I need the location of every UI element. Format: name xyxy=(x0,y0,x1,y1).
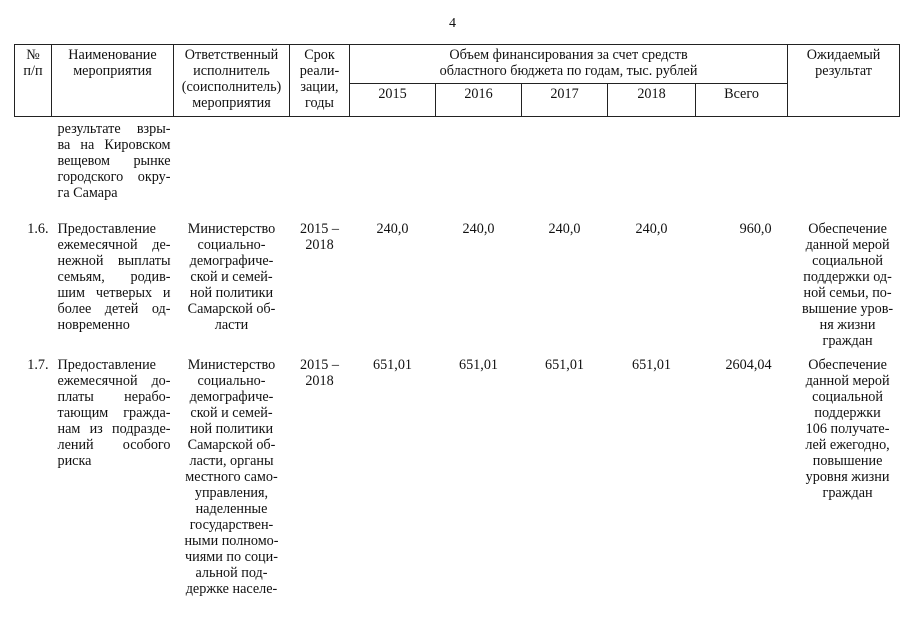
row-value-2016: 651,01 xyxy=(458,357,498,373)
row-term: 2015 – 2018 xyxy=(299,221,339,253)
row-num: 1.7. xyxy=(27,357,49,373)
row-value-2018: 651,01 xyxy=(631,357,671,373)
row-executor xyxy=(174,117,290,222)
row-name: Предоставление ежемесячной до- платы нерабо- тающим гражда- нам из подразде- лений особого риска xyxy=(57,357,171,469)
row-value-2017 xyxy=(522,117,608,222)
row-value-total: 960,0 xyxy=(739,221,772,237)
row-name: Предоставление ежемесячной де- нежной выплаты семьям, родив- шим четверых и более детей од- новременно xyxy=(57,221,171,333)
header-year-2015: 2015 xyxy=(350,84,436,117)
row-value-total xyxy=(696,117,788,222)
row-num xyxy=(15,117,52,222)
funding-table xyxy=(14,44,900,597)
row-value-2015: 240,0 xyxy=(376,221,409,237)
row-result: Обеспечение данной мерой социальной поддержки 106 получате- лей ежегодно, повышение уровня жизни граждан xyxy=(805,357,890,501)
table-row xyxy=(15,357,900,597)
row-value-2018 xyxy=(608,117,696,222)
row-value-2016: 240,0 xyxy=(462,221,495,237)
header-result: Ожидаемый результат xyxy=(788,45,900,117)
table-row xyxy=(15,221,900,357)
header-year-2017: 2017 xyxy=(522,84,608,117)
header-num: № п/п xyxy=(15,45,52,117)
row-value-2015 xyxy=(350,117,436,222)
header-term: Срок реали- зации, годы xyxy=(290,45,350,117)
header-total: Всего xyxy=(696,84,788,117)
row-executor: Министерство социально- демографиче- ской и семей- ной политики Самарской об- ласти, органы местного само- управления, наделенные государствен- ными полномо- чиями по соци- альной под- держке населе- xyxy=(184,357,279,597)
row-value-total: 2604,04 xyxy=(725,357,772,373)
row-term xyxy=(290,117,350,222)
header-year-2018: 2018 xyxy=(608,84,696,117)
row-result: Обеспечение данной мерой социальной поддержки од- ной семьи, по- вышение уров- ня жизни граждан xyxy=(801,221,894,349)
row-value-2017: 240,0 xyxy=(548,221,581,237)
row-executor: Министерство социально- демографиче- ской и семей- ной политики Самарской об- ласти xyxy=(187,221,276,333)
page-number: 4 xyxy=(449,16,456,31)
row-value-2015: 651,01 xyxy=(372,357,412,373)
header-executor: Ответственный исполнитель (соисполнитель) мероприятия xyxy=(174,45,290,117)
row-name: результате взры- ва на Кировском вещевом рынке городского окру- га Самара xyxy=(57,121,171,201)
row-result xyxy=(788,117,900,222)
row-num: 1.6. xyxy=(27,221,49,237)
header-name: Наименование мероприятия xyxy=(52,45,174,117)
row-value-2016 xyxy=(436,117,522,222)
table-row xyxy=(15,117,900,222)
row-value-2017: 651,01 xyxy=(544,357,584,373)
header-year-2016: 2016 xyxy=(436,84,522,117)
header-funding: Объем финансирования за счет средств областного бюджета по годам, тыс. рублей xyxy=(350,45,788,84)
row-value-2018: 240,0 xyxy=(635,221,668,237)
row-term: 2015 – 2018 xyxy=(299,357,339,389)
